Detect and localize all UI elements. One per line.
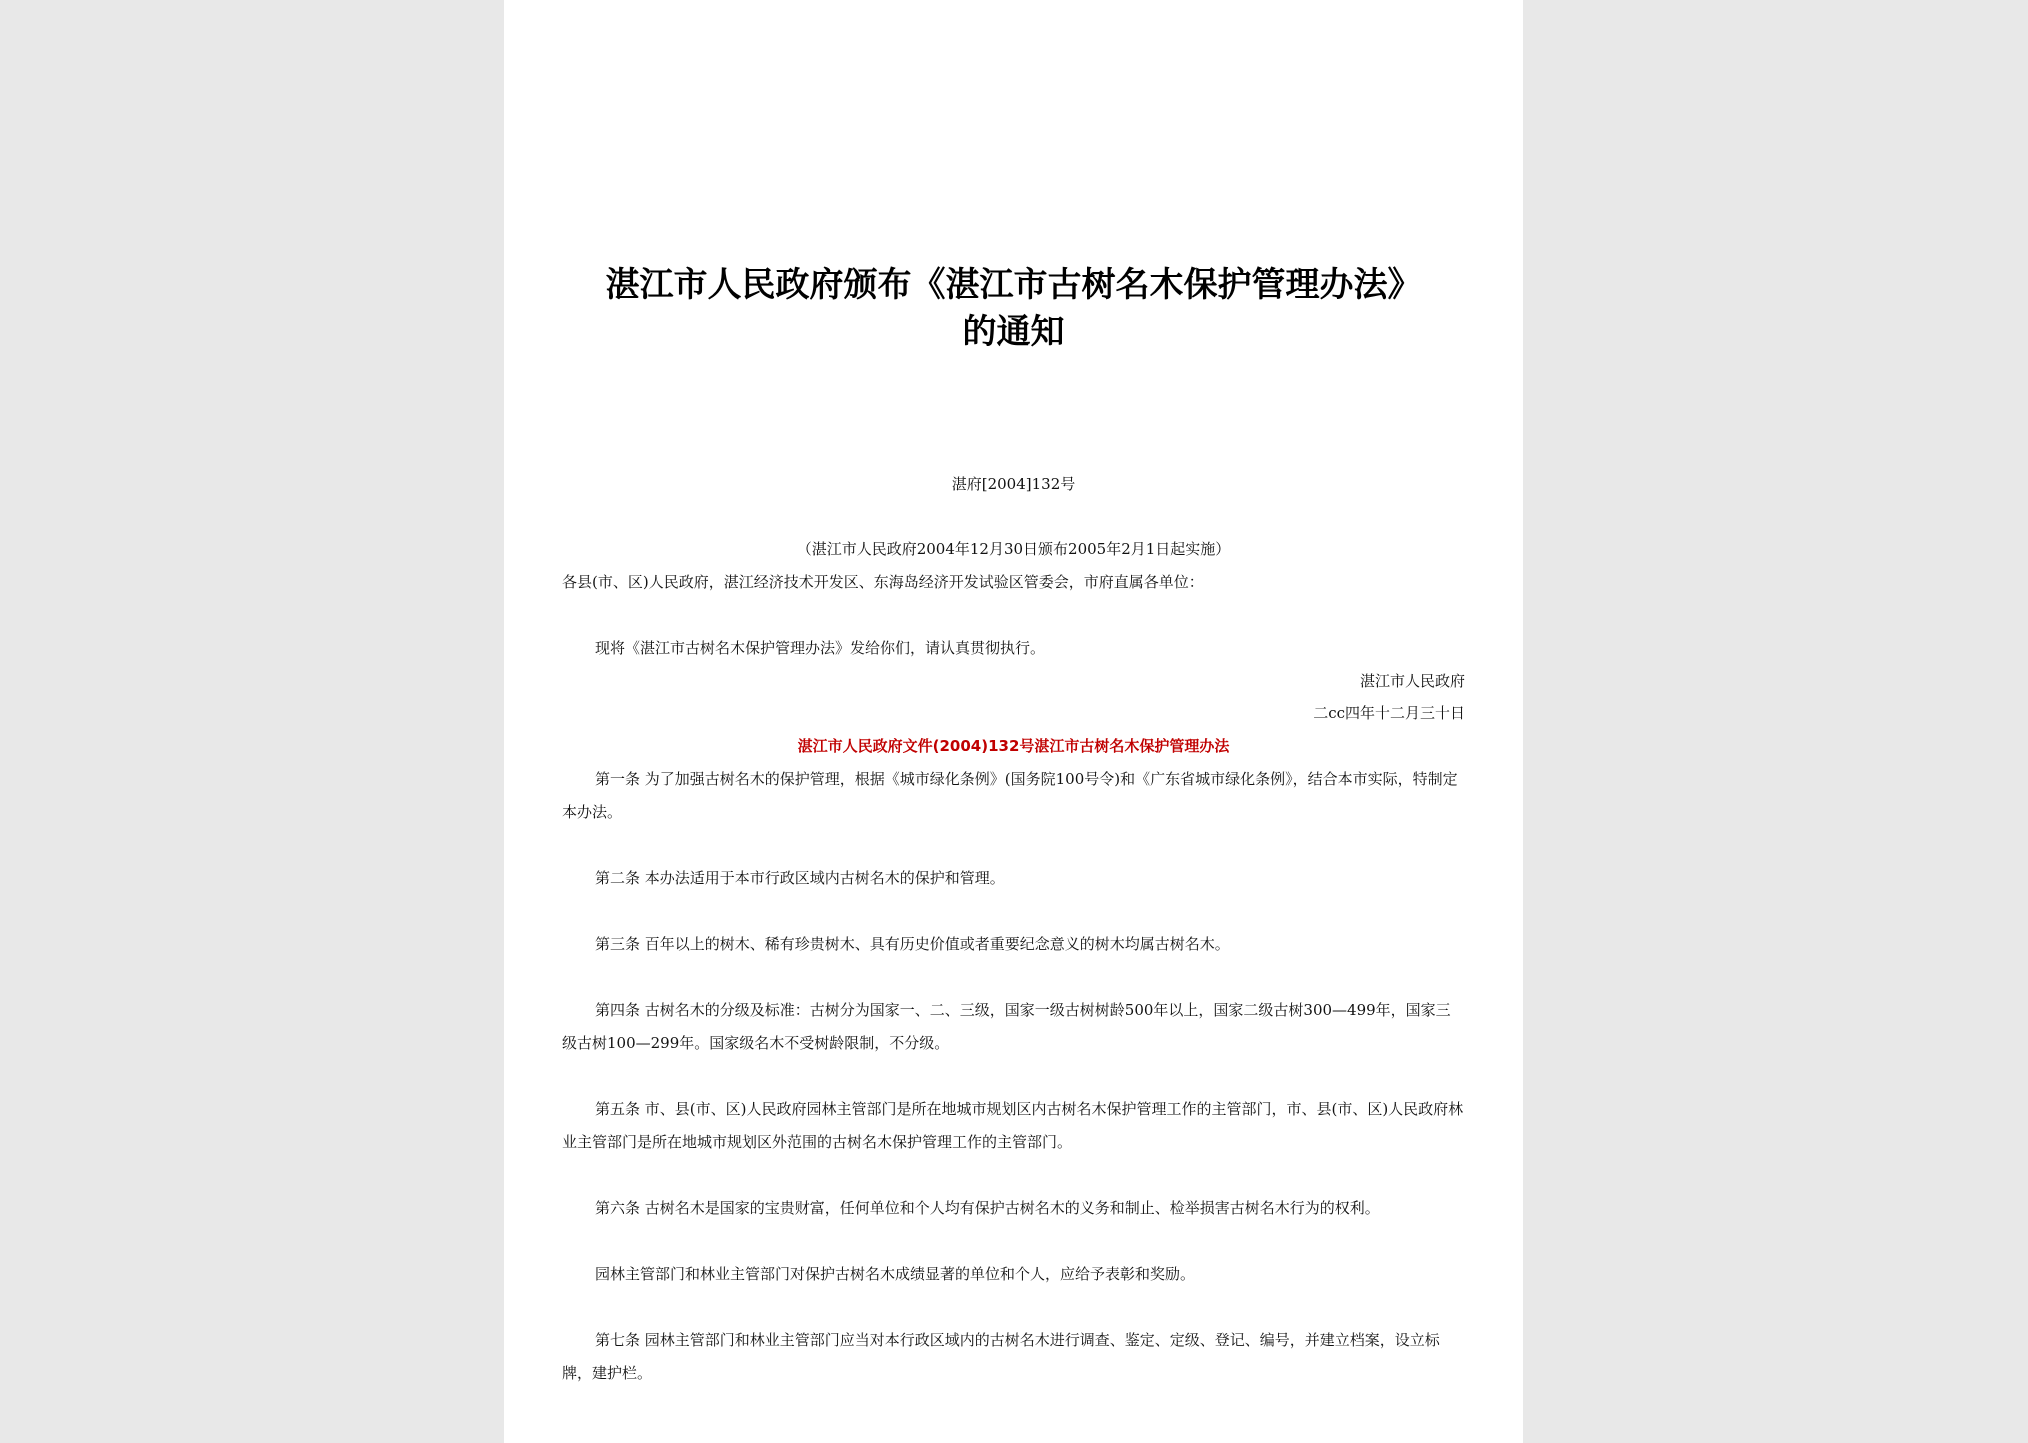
title-line-2: 的通知 (962, 312, 1065, 352)
article-3: 第三条 百年以上的树木、稀有珍贵树木、具有历史价值或者重要纪念意义的树木均属古树名木。 (595, 935, 1230, 953)
body-intro: 现将《湛江市古树名木保护管理办法》发给你们，请认真贯彻执行。 (595, 639, 1046, 657)
article-7: 第七条 园林主管部门和林业主管部门应当对本行政区域内的古树名木进行调查、鉴定、定级、登记、编号，并建立档案，设立标牌，建护栏。 (562, 1331, 1440, 1382)
signer: 湛江市人民政府 (1359, 672, 1465, 690)
article-1: 第一条 为了加强古树名木的保护管理，根据《城市绿化条例》(国务院100号令)和《广东省城市绿化条例》，结合本市实际，特制定本办法。 (562, 770, 1458, 821)
article-5: 第五条 市、县(市、区)人民政府园林主管部门是所在地城市规划区内古树名木保护管理工作的主管部门，市、县(市、区)人民政府林业主管部门是所在地城市规划区外范围的古树名木保护管理工作的主管部门。 (562, 1100, 1464, 1151)
article-2: 第二条 本办法适用于本市行政区域内古树名木的保护和管理。 (595, 869, 1005, 887)
addressee: 各县(市、区)人民政府，湛江经济技术开发区、东海岛经济开发试验区管委会，市府直属各单位： (562, 573, 1204, 591)
sub-title: 湛江市人民政府文件(2004)132号湛江市古树名木保护管理办法 (797, 737, 1230, 755)
issue-note: （湛江市人民政府2004年12月30日颁布2005年2月1日起实施） (796, 540, 1231, 558)
article-6-paragraph-2: 园林主管部门和林业主管部门对保护古树名木成绩显著的单位和个人，应给予表彰和奖励。 (595, 1265, 1196, 1283)
document-page (504, 0, 1523, 1443)
article-4: 第四条 古树名木的分级及标准：古树分为国家一、二、三级，国家一级古树树龄500年以上，国家二级古树300—499年，国家三级古树100—299年。国家级名木不受树龄限制，不分级。 (562, 1001, 1451, 1052)
article-6: 第六条 古树名木是国家的宝贵财富，任何单位和个人均有保护古树名木的义务和制止、检举损害古树名木行为的权利。 (595, 1199, 1380, 1217)
document-number: 湛府[2004]132号 (951, 475, 1076, 493)
title-line-1: 湛江市人民政府颁布《湛江市古树名木保护管理办法》 (605, 265, 1422, 305)
sign-date: 二cc四年十二月三十日 (1313, 704, 1465, 722)
document-title (544, 262, 1483, 356)
